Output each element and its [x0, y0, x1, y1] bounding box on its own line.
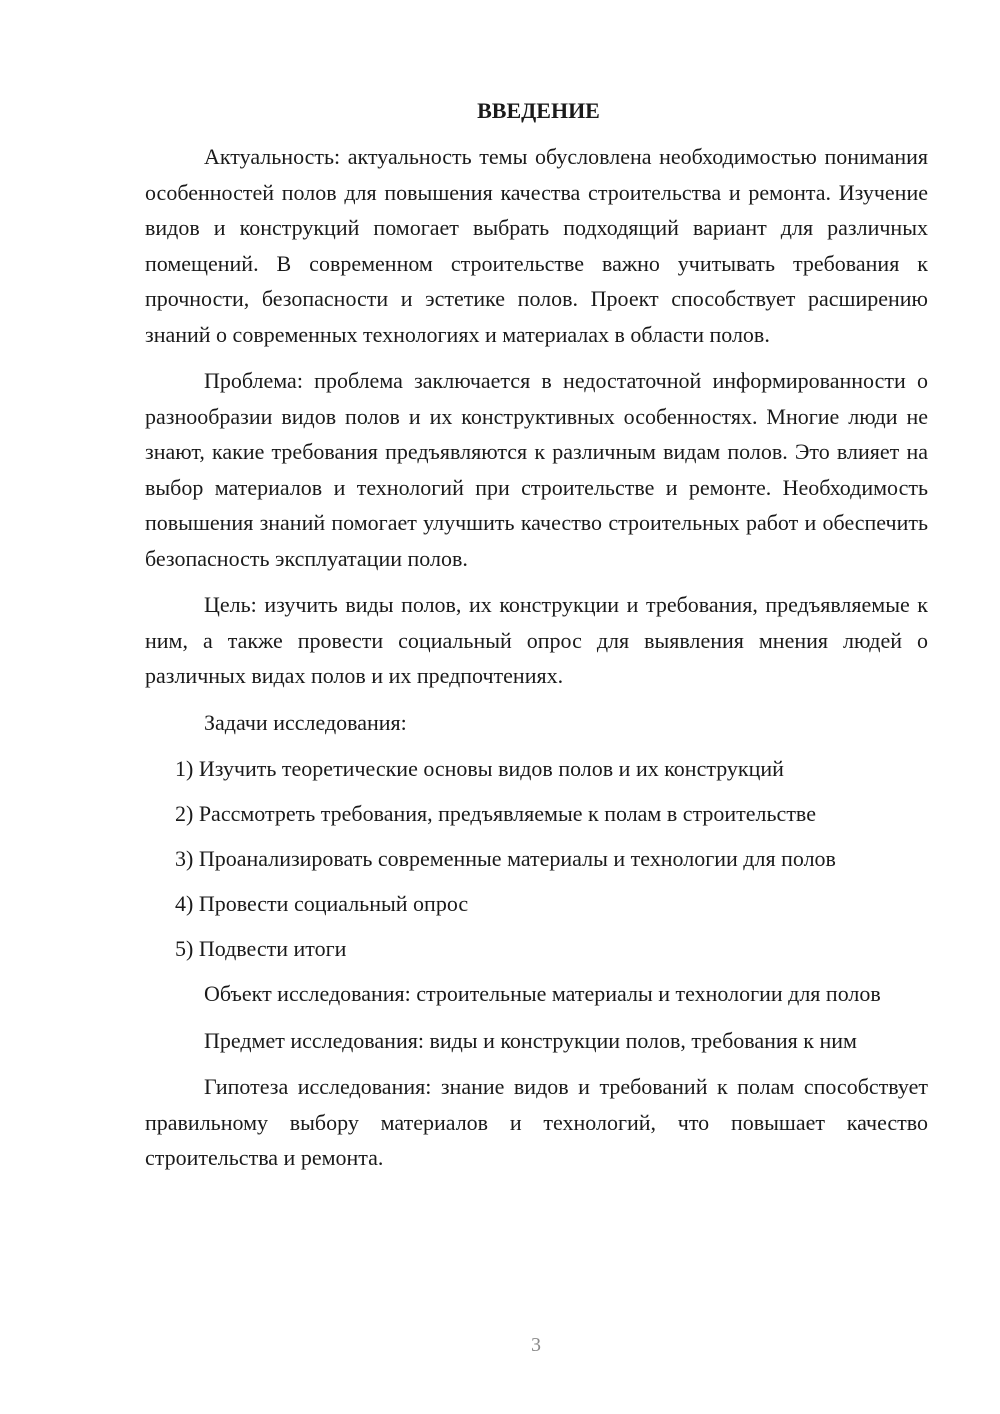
list-item: 5) Подвести итоги	[175, 936, 347, 961]
goal-paragraph: Цель: изучить виды полов, их конструкции и требования, предъявляемые к ним, а также провести социальный опрос для выявления мнения людей о различных видах полов и их предпочтениях.	[145, 592, 928, 688]
object-paragraph: Объект исследования: строительные материалы и технологии для полов	[204, 981, 881, 1006]
problem-paragraph: Проблема: проблема заключается в недостаточной информированности о разнообразии видов полов и их конструктивных особенностях. Многие люди не знают, какие требования предъявляются к различным видам полов. Это влияет на выбор материалов и технологий при строительстве и ремонте. Необходимость повышения знаний помогает улучшить качество строительных работ и обеспечить безопасность эксплуатации полов.	[145, 368, 928, 571]
page-number: 3	[531, 1334, 541, 1356]
list-item: 4) Провести социальный опрос	[175, 891, 469, 916]
hypothesis-paragraph: Гипотеза исследования: знание видов и требований к полам способствует правильному выбору материалов и технологий, что повышает качество строительства и ремонта.	[145, 1074, 928, 1170]
page-title: ВВЕДЕНИЕ	[477, 98, 600, 123]
document-page	[145, 96, 928, 1187]
subject-paragraph: Предмет исследования: виды и конструкции полов, требования к ним	[204, 1027, 857, 1053]
list-item: 3) Проанализировать современные материалы и технологии для полов	[175, 846, 836, 871]
list-item: 1) Изучить теоретические основы видов полов и их конструкций	[175, 756, 784, 781]
relevance-paragraph: Актуальность: актуальность темы обусловлена необходимостью понимания особенностей полов для повышения качества строительства и ремонта. Изучение видов и конструкций помогает выбрать подходящий вариант для различных помещений. В современном строительстве важно учитывать требования к прочности, безопасности и эстетике полов. Проект способствует расширению знаний о современных технологиях и материалах в области полов.	[145, 144, 928, 347]
tasks-heading: Задачи исследования:	[204, 709, 407, 735]
list-item: 2) Рассмотреть требования, предъявляемые к полам в строительстве	[175, 801, 816, 826]
task-list	[145, 751, 928, 966]
